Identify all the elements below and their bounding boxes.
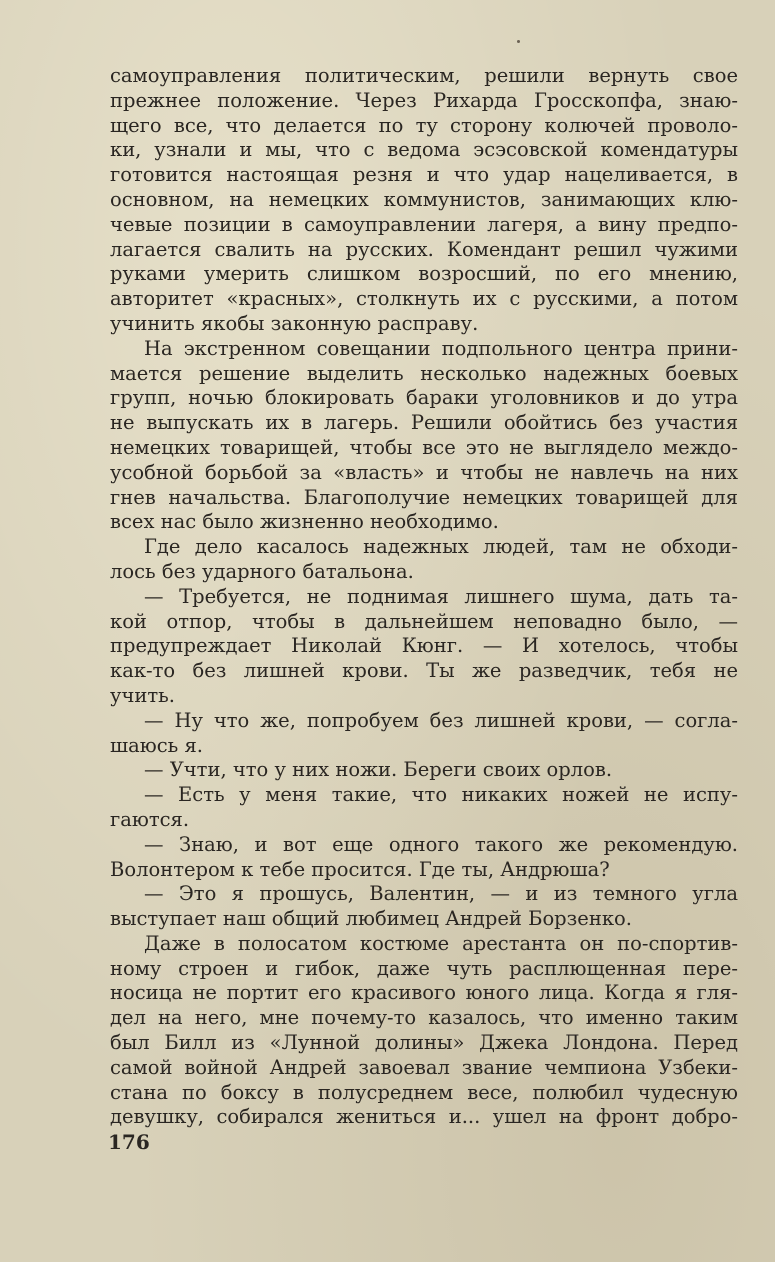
text-line: щего все, что делается по ту сторону колючей проволо- (110, 113, 738, 137)
text-line: готовится настоящая резня и что удар нацеливается, в (110, 163, 738, 187)
text-line: Волонтером к тебе просится. Где ты, Андрюша? (110, 857, 610, 881)
text-line: — Знаю, и вот еще одного такого же рекомендую. (144, 832, 738, 856)
text-line: — Ну что же, попробуем без лишней крови, — согла- (144, 708, 738, 732)
text-line: как-то без лишней крови. Ты же разведчик, тебя не (110, 659, 738, 683)
text-line: самоуправления политическим, решили вернуть свое (110, 64, 738, 87)
text-line: девушку, собирался жениться и... ушел на фронт добро- (110, 1105, 738, 1129)
text-line: самой войной Андрей завоевал звание чемпиона Узбеки- (110, 1055, 738, 1079)
paper-speck (517, 40, 520, 43)
text-line: предупреждает Николай Кюнг. — И хотелось, чтобы (110, 634, 738, 658)
body-text (110, 64, 738, 1130)
text-line: стана по боксу в полусреднем весе, полюбил чудесную (110, 1080, 738, 1104)
text-line: руками умерить слишком возросший, по его мнению, (110, 262, 738, 286)
text-line: ки, узнали и мы, что с ведома эсэсовской комендатуры (110, 138, 738, 162)
text-line: дел на него, мне почему-то казалось, что именно таким (110, 1006, 738, 1030)
text-line: лагается свалить на русских. Комендант решил чужими (110, 237, 738, 261)
text-line: лось без ударного батальона. (110, 559, 414, 583)
text-line: всех нас было жизненно необходимо. (110, 510, 499, 534)
text-line: ному строен и гибок, даже чуть расплющенная пере- (110, 956, 738, 980)
text-line: выступает наш общий любимец Андрей Борзенко. (110, 907, 632, 931)
text-line: Даже в полосатом костюме арестанта он по-спортив- (144, 931, 738, 955)
text-line: — Требуется, не поднимая лишнего шума, дать та- (144, 584, 738, 608)
text-line: мается решение выделить несколько надежных боевых (110, 361, 738, 385)
text-line: — Это я прошусь, Валентин, — и из темного угла (144, 882, 738, 906)
text-line: чевые позиции в самоуправлении лагеря, а вину предпо- (110, 212, 738, 236)
text-line: На экстренном совещании подпольного центра прини- (144, 336, 738, 360)
text-line: — Есть у меня такие, что никаких ножей не испу- (144, 783, 738, 807)
text-line: основном, на немецких коммунистов, занимающих клю- (110, 187, 738, 211)
text-line: — Учти, что у них ножи. Береги своих орлов. (144, 758, 613, 782)
text-line: групп, ночью блокировать бараки уголовников и до утра (110, 386, 738, 410)
text-line: немецких товарищей, чтобы все это не выглядело междо- (110, 435, 738, 459)
text-line: Где дело касалось надежных людей, там не обходи- (144, 535, 738, 559)
text-line: учить. (110, 683, 175, 707)
text-line: гнев начальства. Благополучие немецких товарищей для (110, 485, 738, 509)
text-line: кой отпор, чтобы в дальнейшем неповадно было, — (110, 609, 738, 633)
text-line: авторитет «красных», столкнуть их с русскими, а потом (110, 287, 738, 311)
text-line: носица не портит его красивого юного лица. Когда я гля- (110, 981, 738, 1005)
text-line: шаюсь я. (110, 733, 203, 757)
text-line: был Билл из «Лунной долины» Джека Лондона. Перед (110, 1031, 738, 1055)
page-number: 176 (108, 1130, 150, 1154)
text-line: прежнее положение. Через Рихарда Гросскопфа, знаю- (110, 88, 738, 112)
text-line: учинить якобы законную расправу. (110, 311, 479, 335)
text-line: усобной борьбой за «власть» и чтобы не навлечь на них (110, 460, 738, 484)
text-line: не выпускать их в лагерь. Решили обойтись без участия (110, 411, 738, 435)
text-line: гаются. (110, 807, 190, 831)
